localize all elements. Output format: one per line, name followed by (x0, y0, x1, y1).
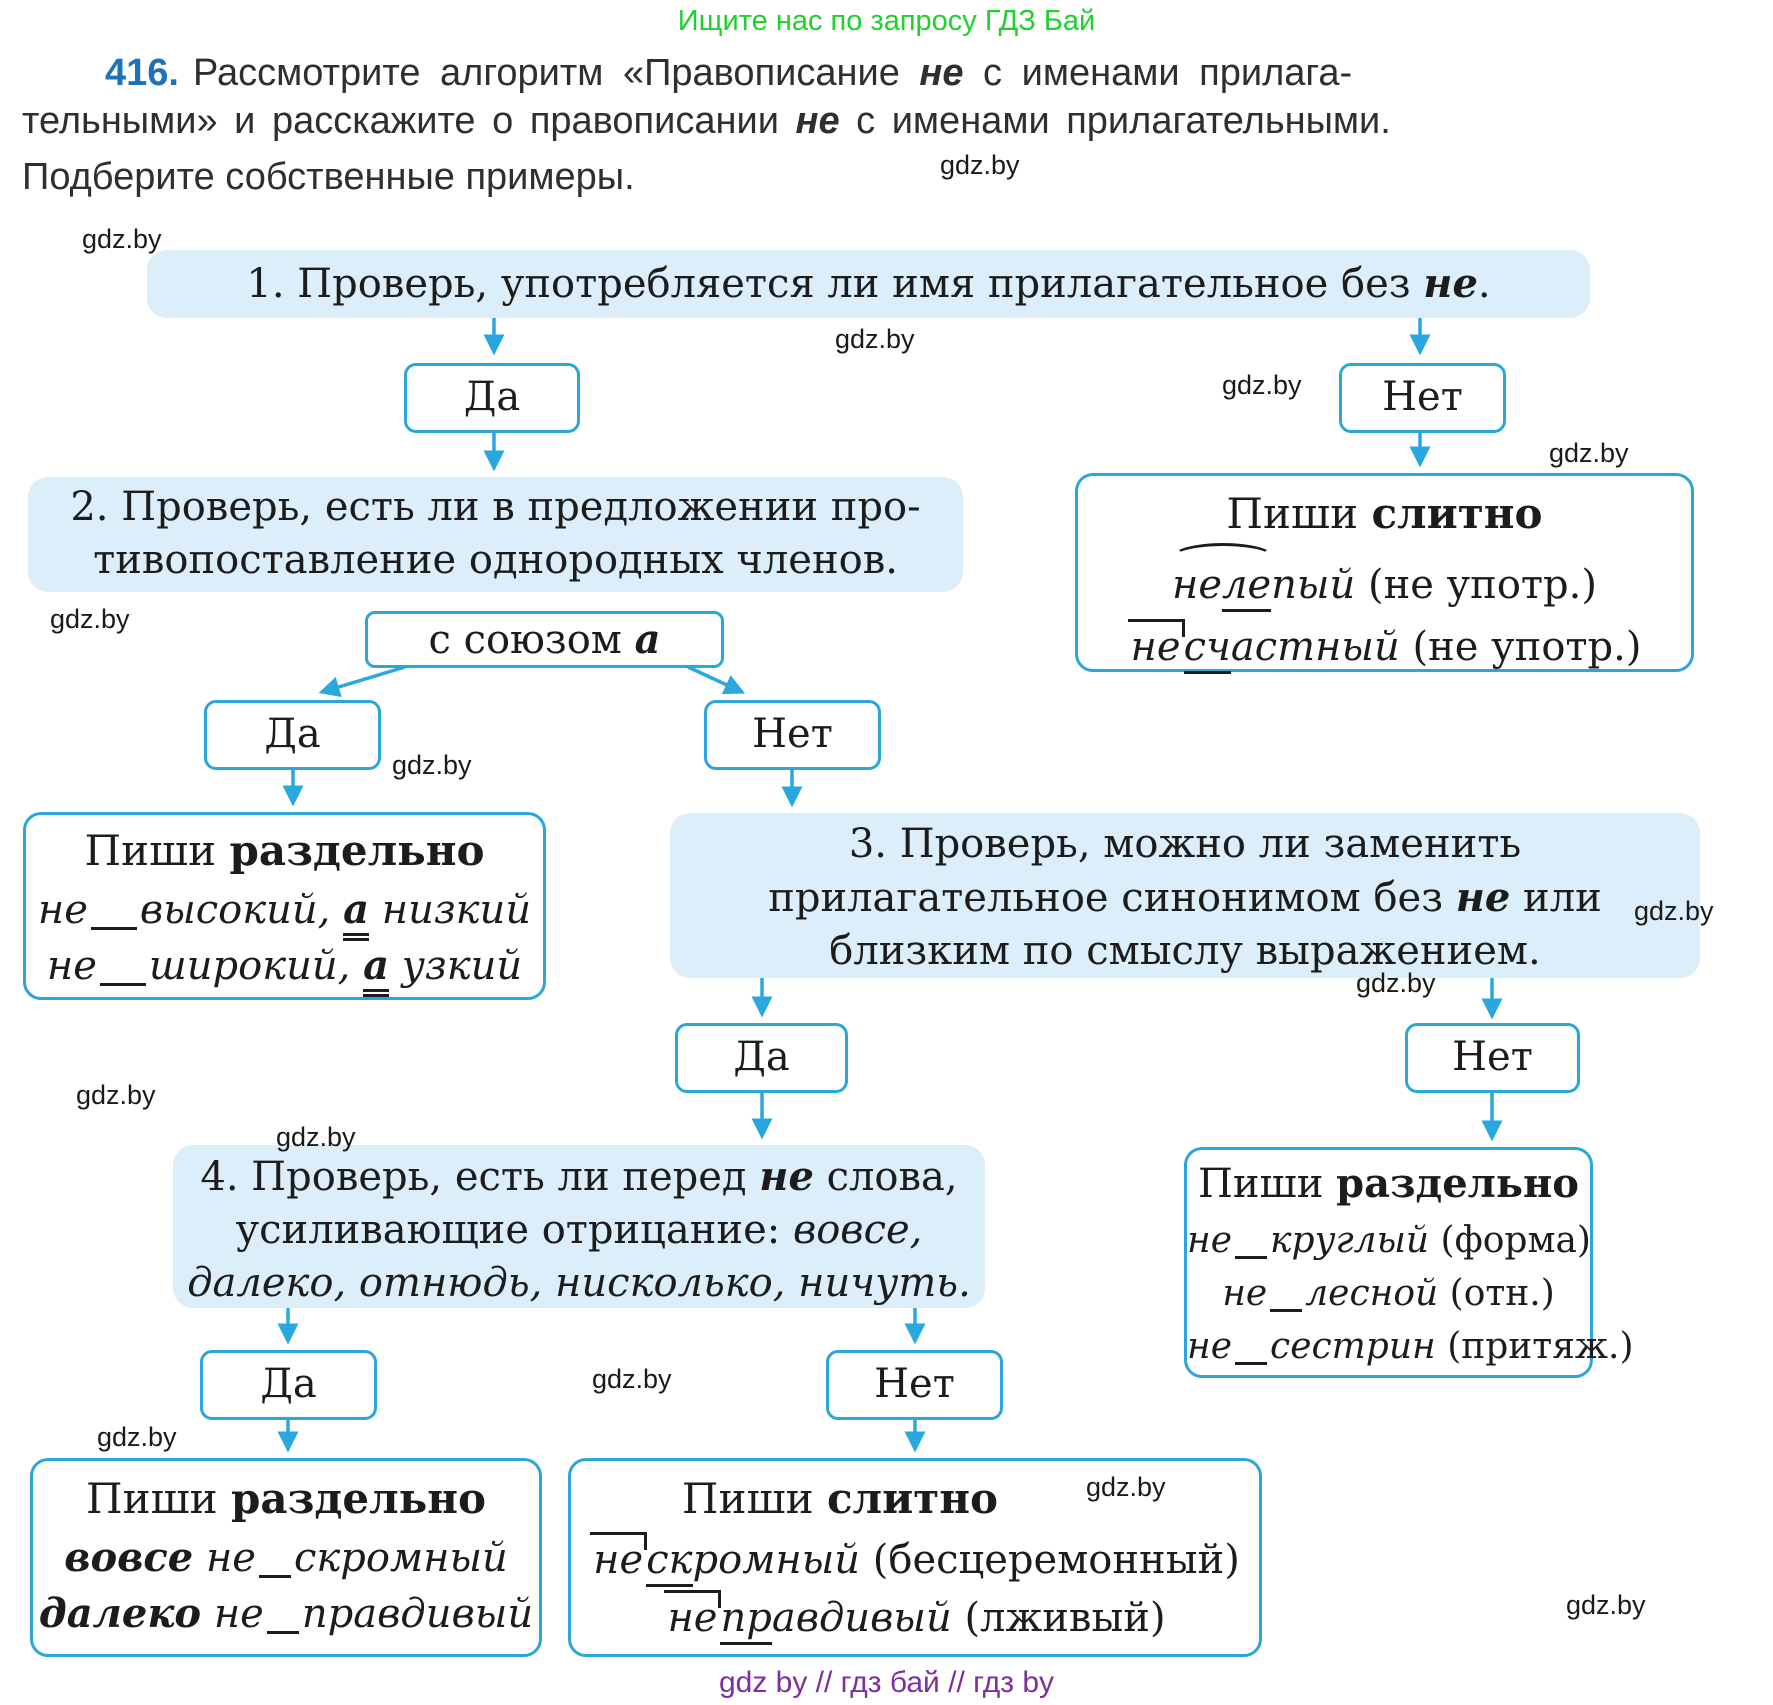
task-text: тельными» и расскажите о правописании (22, 100, 796, 142)
yes-box-4 (200, 1350, 377, 1420)
word-part: узкий (388, 943, 523, 989)
word-part-underlined: ле (1222, 562, 1271, 612)
title-bold: раздельно (1336, 1160, 1579, 1207)
title-text: Пиши (1198, 1161, 1337, 1207)
conjunction-a: а (363, 942, 389, 997)
example-note: (бесцеремонный) (860, 1537, 1240, 1583)
yes-label: Да (260, 1361, 317, 1407)
example-line (1187, 1269, 1590, 1319)
no-label: Нет (1452, 1034, 1533, 1080)
watermark: gdz.by (1634, 896, 1714, 926)
gap-underline-mark (259, 1564, 291, 1578)
task-line-1 (105, 52, 1352, 95)
no-box-3 (1405, 1023, 1580, 1093)
intensifier-word: вовсе (64, 1534, 194, 1581)
ne-emphasis: не (919, 52, 964, 94)
arrow (322, 667, 405, 692)
step4-text: слова, (813, 1154, 958, 1200)
watermark: gdz.by (1566, 1590, 1646, 1620)
box-title (1078, 488, 1691, 540)
write-apart-box-1 (23, 812, 546, 1000)
step4-line1 (173, 1150, 985, 1204)
no-label: Нет (874, 1361, 955, 1407)
task-text: Рассмотрите алгоритм «Правописание (192, 52, 920, 94)
union-a-box (365, 611, 724, 668)
conjunction-a: а (343, 886, 369, 941)
step4-text: усиливающие отрицание: (235, 1207, 793, 1253)
step3-block (670, 813, 1700, 978)
example-line (26, 941, 543, 991)
root-arc-mark (1172, 560, 1271, 610)
watermark: gdz.by (1086, 1472, 1166, 1502)
write-apart-box-3 (30, 1458, 542, 1657)
watermark: gdz.by (1356, 968, 1436, 998)
example-note: (притяж.) (1435, 1326, 1634, 1367)
word-part: лесной (1305, 1273, 1439, 1314)
write-together-box-1 (1075, 473, 1694, 672)
example-line (26, 885, 543, 935)
prefix-mark: не (1128, 624, 1184, 670)
step3-text: прилагательное синонимом без (768, 875, 1456, 921)
box-title (33, 1473, 539, 1525)
union-text: с союзом (428, 617, 635, 663)
watermark: gdz.by (592, 1364, 672, 1394)
gap-underline-mark (267, 1620, 299, 1634)
title-text: Пиши (1226, 489, 1372, 538)
step1-block (147, 250, 1590, 318)
step2-block (28, 477, 963, 592)
word-part: правдивый (301, 1591, 534, 1637)
word-part: ромный (692, 1537, 861, 1583)
word-part: не (213, 1591, 264, 1637)
gap-underline-mark (100, 972, 146, 986)
gap-underline-mark (91, 916, 137, 930)
box-title (1187, 1158, 1590, 1210)
example-line (571, 1593, 1259, 1643)
example-note: (отн.) (1438, 1273, 1555, 1314)
no-box-1 (1339, 363, 1506, 433)
watermark: gdz.by (276, 1122, 356, 1152)
step2-line1: 2. Проверь, есть ли в предложении про- (70, 484, 921, 530)
word-part: пый (1271, 562, 1356, 608)
task-line-3 (22, 156, 635, 199)
watermark: gdz.by (97, 1422, 177, 1452)
word-part: скромный (293, 1535, 508, 1581)
word-part: высокий, (139, 887, 344, 933)
ne-emphasis: не (1455, 874, 1511, 921)
word-part-underlined: ск (646, 1537, 692, 1587)
prefix-mark: не (590, 1537, 646, 1583)
word-part: не (1172, 562, 1223, 608)
ne-emphasis: не (759, 1153, 814, 1200)
example-note: (не употр.) (1355, 562, 1597, 608)
task-line-2 (22, 100, 1391, 143)
task-text: с именами прилага- (963, 52, 1353, 94)
watermark: gdz.by (1549, 438, 1629, 468)
word-part: круглый (1270, 1220, 1430, 1261)
word-part: не (1187, 1326, 1233, 1367)
word-part-underlined: сч (1184, 624, 1231, 674)
word-part: не (46, 943, 97, 989)
step4-line2 (173, 1204, 985, 1257)
gap-underline-mark (1235, 1245, 1267, 1259)
example-line (33, 1533, 539, 1583)
step4-block (173, 1145, 985, 1308)
task-text: с именами прилагательными. (839, 100, 1391, 142)
watermark: gdz.by (392, 750, 472, 780)
example-line (1187, 1322, 1634, 1372)
box-title (26, 825, 543, 877)
watermark: gdz.by (835, 324, 915, 354)
example-line (1078, 560, 1691, 610)
step3-text: или (1510, 875, 1602, 921)
title-text: Пиши (86, 1474, 232, 1523)
arrow (688, 667, 742, 692)
word-part: астный (1230, 624, 1400, 670)
example-note: (лживый) (951, 1595, 1166, 1641)
yes-label: Да (264, 711, 321, 757)
yes-label: Да (733, 1034, 790, 1080)
watermark: gdz.by (82, 224, 162, 254)
watermark: gdz.by (50, 604, 130, 634)
watermark: gdz.by (76, 1080, 156, 1110)
gap-underline-mark (1270, 1298, 1302, 1312)
word-part: широкий, (148, 943, 364, 989)
title-text: Пиши (681, 1474, 827, 1523)
example-line (33, 1589, 539, 1639)
intensifier-word: далеко (38, 1590, 202, 1637)
step3-line3: близким по смыслу выражением. (829, 928, 1541, 974)
example-note: (форма) (1429, 1220, 1591, 1261)
word-part: низкий (369, 887, 532, 933)
step1-text: . (1477, 261, 1491, 307)
no-box-4 (826, 1350, 1003, 1420)
ne-emphasis: не (1423, 260, 1478, 307)
word-part: не (1222, 1273, 1268, 1314)
title-bold: слитно (1371, 489, 1543, 538)
example-note: (не употр.) (1399, 624, 1642, 670)
title-bold: раздельно (229, 826, 485, 875)
word-part: сестрин (1270, 1326, 1436, 1367)
example-line (571, 1535, 1259, 1585)
footer-watermark: gdz by // гдз бай // гдз by (718, 1666, 1055, 1699)
ne-emphasis: не (795, 100, 840, 142)
intensifier-word: вовсе, (792, 1207, 923, 1253)
write-apart-box-2 (1184, 1147, 1634, 1378)
step3-line1: 3. Проверь, можно ли заменить (848, 821, 1522, 867)
title-bold: слитно (826, 1474, 999, 1523)
word-part-underlined: пр (720, 1595, 771, 1645)
example-line (1078, 622, 1691, 672)
no-label: Нет (752, 711, 833, 757)
watermark: gdz.by (1222, 370, 1302, 400)
word-part: не (205, 1535, 256, 1581)
step2-line2: тивопоставление однородных членов. (93, 537, 898, 583)
step4-line3: далеко, отнюдь, нисколько, ничуть. (187, 1260, 971, 1306)
yes-label: Да (463, 374, 521, 420)
gap-underline-mark (1235, 1351, 1267, 1365)
title-text: Пиши (84, 826, 230, 875)
step1-text: 1. Проверь, употребляется ли имя прилагательное без (246, 261, 1424, 307)
no-label: Нет (1382, 374, 1463, 420)
prefix-mark: не (664, 1595, 720, 1641)
word-part: не (37, 887, 88, 933)
word-part: не (1187, 1220, 1233, 1261)
yes-box-2 (204, 700, 381, 770)
no-box-2 (704, 700, 881, 770)
watermark: gdz.by (940, 150, 1020, 180)
example-line (1187, 1216, 1590, 1266)
promo-banner: Ищите нас по запросу ГДЗ Бай (677, 5, 1096, 37)
yes-box-1 (404, 363, 580, 433)
step3-line2 (670, 871, 1700, 925)
yes-box-3 (675, 1023, 848, 1093)
union-a-letter: а (634, 616, 661, 663)
task-text: Подберите собственные примеры. (22, 156, 635, 198)
step4-text: 4. Проверь, есть ли перед (200, 1154, 760, 1200)
word-part: авдивый (771, 1595, 952, 1641)
title-bold: раздельно (231, 1474, 486, 1523)
task-number: 416. (105, 52, 179, 94)
